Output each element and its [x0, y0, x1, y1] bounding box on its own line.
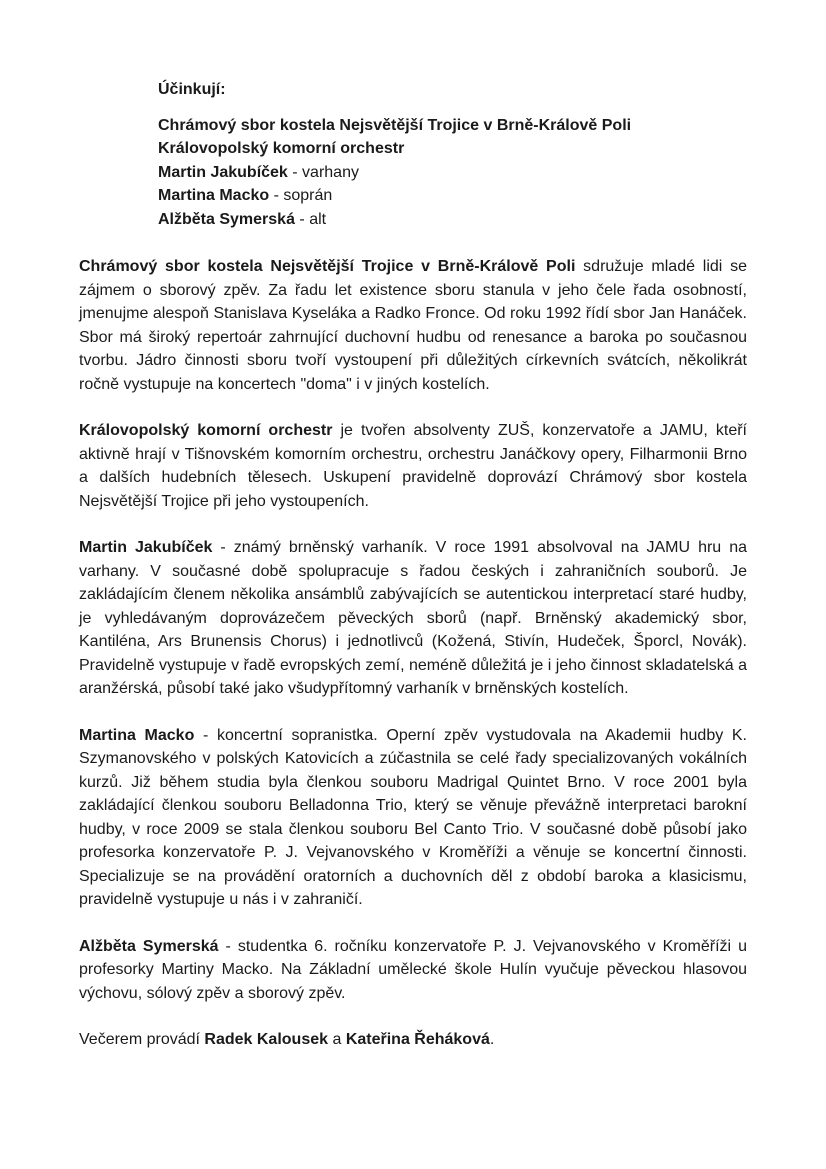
- organist-paragraph: [79, 536, 747, 701]
- performer-name: Královopolský komorní orchestr: [158, 140, 405, 157]
- paragraph-lead: Martin Jakubíček: [79, 539, 213, 556]
- performer-line: [158, 161, 758, 185]
- performers-section: [158, 78, 758, 231]
- closing-prefix: Večerem provádí: [79, 1031, 205, 1048]
- closing-joiner: a: [328, 1031, 346, 1048]
- host-name: Radek Kalousek: [204, 1031, 329, 1048]
- paragraph-body: - studentka 6. ročníku konzervatoře P. J. Vejvanovského v Kroměříži u profesorky Martiny Macko. Na Základní umělecké škole Hulín vyučuje pěveckou hlasovou výchovu, sólový zpěv a sborový zpěv.: [79, 937, 747, 1002]
- alto-paragraph: [79, 935, 747, 1006]
- paragraph-body: - známý brněnský varhaník. V roce 1991 absolvoval na JAMU hru na varhany. V současné době spolupracuje s řadou českých i zahraničních souborů. Je zakládajícím členem několika ansámblů zabývajících se autentickou interpretací staré hudby, je vyhledávaným doprovázečem pěveckých sborů (např. Brněnský akademický sbor, Kantiléna, Ars Brunensis Chorus) i jednotlivců (Kožená, Stivín, Hudeček, Šporcl, Novák). Pravidelně vystupuje v řadě evropských zemí, neméně důležitá je i jeho činnost skladatelská a aranžérská, působí také jako všudypřítomný varhaník v brněnských kostelích.: [79, 539, 748, 697]
- performer-role: - varhany: [287, 163, 359, 181]
- performer-line: [158, 208, 758, 232]
- soprano-paragraph: [79, 724, 747, 912]
- closing-line: [79, 1028, 747, 1052]
- orchestra-paragraph: [79, 419, 747, 513]
- performer-name: Martina Macko: [158, 187, 270, 204]
- paragraph-body: je tvořen absolventy ZUŠ, konzervatoře a JAMU, kteří aktivně hrají v Tišnovském komorním orchestru, orchestru Janáčkovy opery, Filharmonii Brno a dalších hudebních tělesech. Uskupení pravidelně doprovází Chrámový sbor kostela Nejsvětější Trojice při jeho vystoupeních.: [79, 422, 747, 510]
- performer-role: - soprán: [269, 187, 333, 204]
- performer-name: Chrámový sbor kostela Nejsvětější Trojice v Brně-Králově Poli: [158, 116, 632, 134]
- performer-name: Alžběta Symerská: [158, 210, 295, 228]
- paragraph-body: sdružuje mladé lidi se zájmem o sborový zpěv. Za řadu let existence sboru stanula v jeho čele řada osobností, jmenujme alespoň Stanislava Kyseláka a Radko Fronce. Od roku 1992 řídí sbor Jan Hanáček. Sbor má široký repertoár zahrnující duchovní hudbu od renesance a baroka po současnou tvorbu. Jádro činnosti sboru tvoří vystoupení při důležitých církevních svátcích, několikrát ročně vystupuje na koncertech "doma" i v jiných kostelích.: [79, 258, 748, 393]
- performer-name: Martin Jakubíček: [158, 163, 288, 181]
- performers-heading: Účinkují:: [158, 81, 226, 98]
- closing-suffix: .: [489, 1031, 495, 1048]
- paragraph-lead: Královopolský komorní orchestr: [79, 422, 333, 439]
- paragraph-lead: Martina Macko: [79, 726, 195, 744]
- host-name: Kateřina Řeháková: [345, 1031, 490, 1048]
- choir-paragraph: [79, 255, 747, 396]
- performer-line: [158, 114, 758, 138]
- paragraph-lead: Chrámový sbor kostela Nejsvětější Trojice v Brně-Králově Poli: [79, 258, 576, 275]
- performer-role: - alt: [294, 210, 327, 228]
- paragraph-lead: Alžběta Symerská: [79, 937, 219, 955]
- performer-line: [158, 184, 758, 208]
- paragraph-body: - koncertní sopranistka. Operní zpěv vystudovala na Akademii hudby K. Szymanovského v polských Katovicích a zúčastnila se celé řady specializovaných vokálních kurzů. Již během studia byla členkou souboru Madrigal Quintet Brno. V roce 2001 byla zakládající členkou souboru Belladonna Trio, který se věnuje převážně interpretaci barokní hudby, v roce 2009 se stala členkou souboru Bel Canto Trio. V současné době působí jako profesorka konzervatoře P. J. Vejvanovského v Kroměříži a věnuje se koncertní činnosti. Specializuje se na provádění oratorních a duchovních děl z období baroka a klasicismu, pravidelně vystupuje u nás i v zahraničí.: [79, 726, 747, 908]
- biographies-section: [79, 255, 747, 1075]
- performer-line: [158, 137, 758, 161]
